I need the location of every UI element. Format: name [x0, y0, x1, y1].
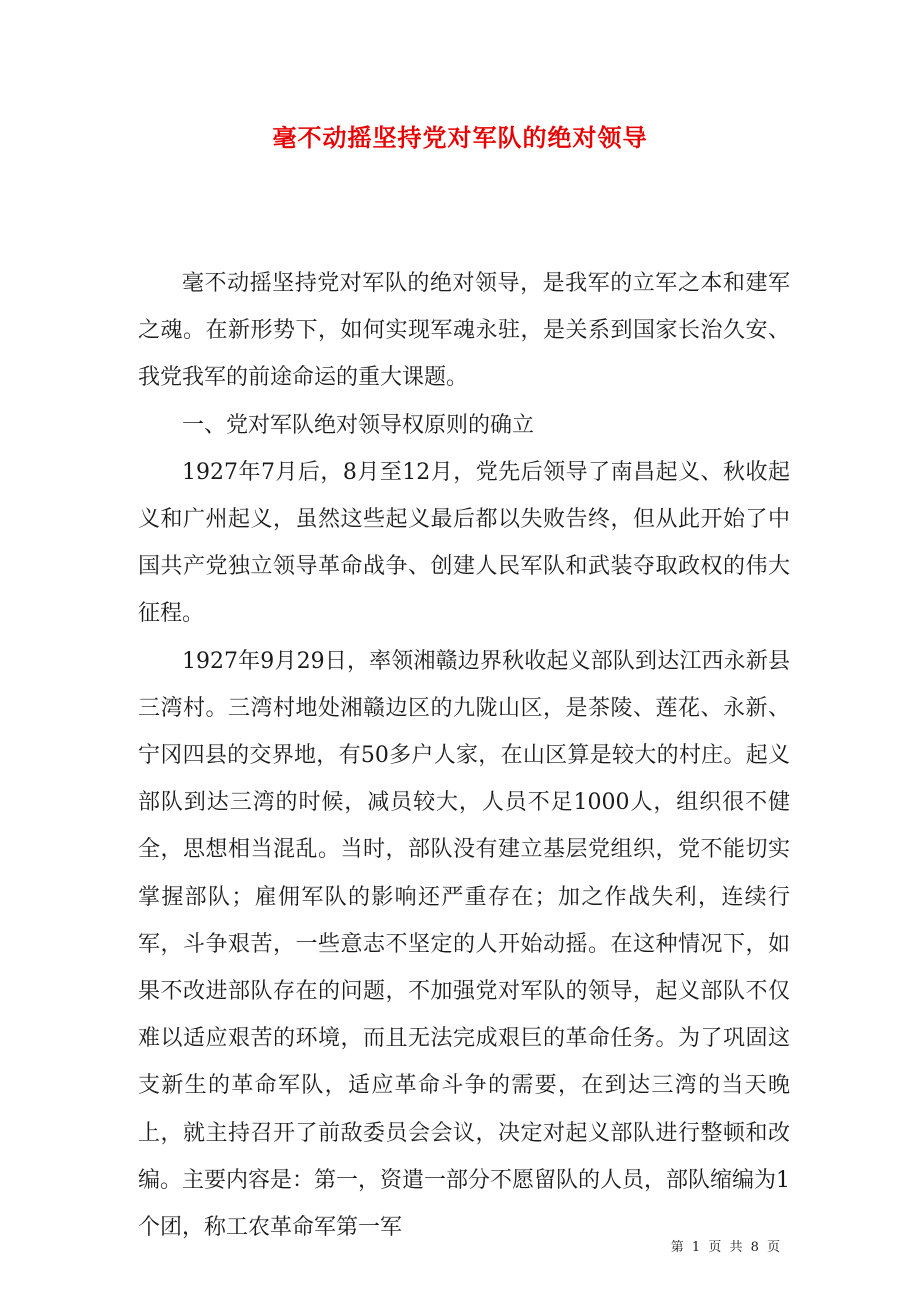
document-title: 毫不动摇坚持党对军队的绝对领导 [272, 123, 648, 152]
document-body [138, 260, 790, 1251]
section-heading: 一、党对军队绝对领导权原则的确立 [182, 412, 535, 438]
paragraph-uprisings: 1927年7月后，8月至12月，党先后领导了南昌起义、秋收起义和广州起义，虽然这些起义最后都以失败告终，但从此开始了中国共产党独立领导革命战争、创建人民军队和武装夺取政权的伟大征程。 [138, 459, 790, 627]
paragraph-sanwan: 1927年9月29日，率领湘赣边界秋收起义部队到达江西永新县三湾村。三湾村地处湘赣边区的九陇山区，是茶陵、莲花、永新、宁冈四县的交界地，有50多户人家，在山区算是较大的村庄。起义部队到达三湾的时候，减员较大，人员不足1000人，组织很不健全，思想相当混乱。当时，部队没有建立基层党组织，党不能切实掌握部队；雇佣军队的影响还严重存在；加之作战失利，连续行军，斗争艰苦，一些意志不坚定的人开始动摇。在这种情况下，如果不改进部队存在的问题，不加强党对军队的领导，起义部队不仅难以适应艰苦的环境，而且无法完成艰巨的革命任务。为了巩固这支新生的革命军队，适应革命斗争的需要，在到达三湾的当天晚上，就主持召开了前敌委员会会议，决定对起义部队进行整顿和改编。主要内容是：第一，资遣一部分不愿留队的人员，部队缩编为1个团，称工农革命军第一军 [138, 648, 790, 1241]
paragraph-intro: 毫不动摇坚持党对军队的绝对领导，是我军的立军之本和建军之魂。在新形势下，如何实现军魂永驻，是关系到国家长治久安、我党我军的前途命运的重大课题。 [138, 271, 790, 391]
page-number-footer: 第 1 页 共 8 页 [670, 1240, 782, 1255]
